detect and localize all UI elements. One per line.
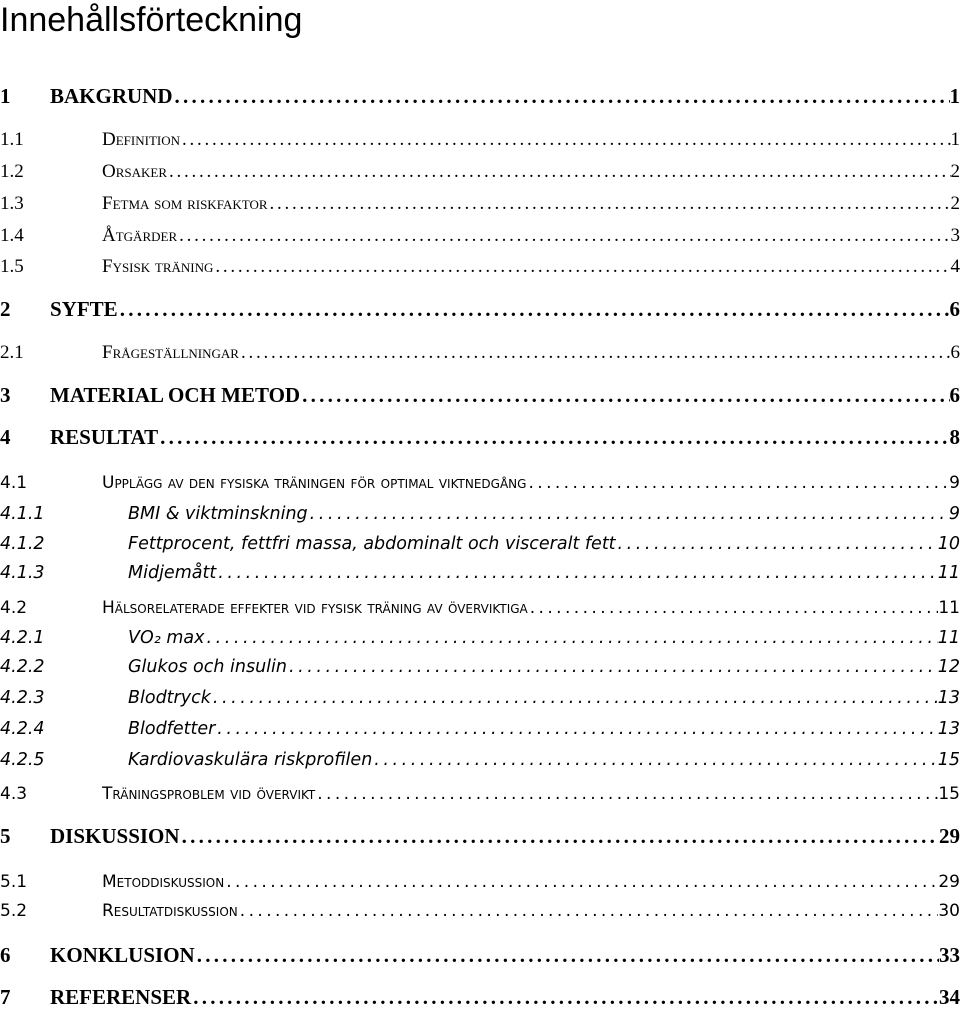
toc-entry-number: 1 [0, 84, 11, 108]
toc-entry-number: 5.1 [0, 872, 28, 892]
toc-entry-fragestallningar[interactable] [0, 342, 960, 364]
toc-entry-label: Midjemått [128, 563, 217, 583]
toc-entry-number: 4.3 [0, 784, 28, 804]
toc-entry-bmi-viktminskning[interactable] [0, 504, 960, 524]
toc-entry-page: 6 [950, 342, 960, 363]
toc-entry-vo2-max[interactable] [0, 628, 960, 648]
dot-leader [216, 563, 938, 583]
toc-entry-label: Orsaker [102, 161, 168, 182]
toc-entry-number: 3 [0, 383, 11, 407]
toc-entry-referenser[interactable] [0, 985, 960, 1010]
dot-leader [372, 750, 937, 770]
toc-entry-diskussion[interactable] [0, 824, 960, 849]
toc-entry-label: Metoddiskussion [102, 872, 225, 892]
toc-entry-page: 1 [950, 129, 960, 150]
toc-entry-label: Fysisk träning [102, 256, 214, 277]
toc-entry-page: 3 [950, 225, 960, 246]
dot-leader [180, 824, 939, 849]
page-title: Innehållsförteckning [0, 1, 303, 39]
toc-entry-label: BMI & viktminskning [128, 504, 308, 524]
toc-entry-orsaker[interactable] [0, 161, 960, 183]
toc-entry-label: Hälsorelaterade effekter vid fysisk träning av överviktiga [102, 598, 528, 618]
toc-entry-number: 1.5 [0, 256, 24, 277]
toc-entry-page: 15 [937, 750, 960, 770]
toc-entry-page: 15 [938, 784, 960, 804]
toc-entry-number: 6 [0, 943, 11, 967]
toc-entry-label: Blodfetter [128, 719, 216, 739]
toc-entry-page: 2 [950, 161, 960, 182]
toc-entry-material-och-metod[interactable] [0, 383, 960, 408]
toc-entry-label: Blodtryck [128, 688, 211, 708]
toc-entry-label: VO₂ max [128, 628, 205, 648]
toc-entry-number: 2.1 [0, 342, 24, 363]
toc-entry-resultatdiskussion[interactable] [0, 901, 960, 921]
toc-entry-page: 1 [949, 84, 960, 108]
dot-leader [287, 657, 938, 677]
toc-entry-number: 4.2.3 [0, 688, 45, 708]
dot-leader [167, 161, 950, 183]
toc-entry-page: 6 [949, 297, 960, 321]
toc-entry-label: KONKLUSION [50, 943, 195, 967]
toc-entry-number: 1.4 [0, 225, 24, 246]
toc-entry-number: 4.2.5 [0, 750, 45, 770]
toc-entry-page: 33 [939, 943, 960, 967]
dot-leader [180, 129, 951, 151]
toc-entry-page: 4 [950, 256, 960, 277]
toc-entry-number: 5.2 [0, 901, 28, 921]
toc-entry-page: 11 [938, 598, 960, 618]
toc-entry-number: 1.2 [0, 161, 24, 182]
toc-entry-halsorelaterade-effekter[interactable] [0, 598, 960, 618]
toc-entry-midjematt[interactable] [0, 563, 960, 583]
toc-entry-number: 4.1 [0, 473, 28, 493]
toc-entry-label: Upplägg av den fysiska träningen för optimal viktnedgång [102, 473, 527, 493]
dot-leader [173, 84, 950, 109]
toc-entry-glukos-och-insulin[interactable] [0, 657, 960, 677]
dot-leader [195, 943, 939, 968]
toc-entry-label: Frågeställningar [102, 342, 239, 363]
toc-entry-number: 4.2.4 [0, 719, 45, 739]
toc-entry-page: 6 [949, 383, 960, 407]
toc-entry-page: 9 [948, 504, 960, 524]
dot-leader [191, 985, 939, 1010]
toc-entry-fettprocent[interactable] [0, 534, 960, 554]
dot-leader [213, 256, 950, 278]
toc-entry-number: 4.2.2 [0, 657, 45, 677]
toc-entry-page: 11 [937, 563, 960, 583]
toc-entry-label: BAKGRUND [50, 84, 173, 108]
toc-entry-label: Fetma som riskfaktor [102, 193, 268, 214]
toc-entry-label: RESULTAT [50, 425, 159, 449]
dot-leader [616, 534, 938, 554]
dot-leader [158, 425, 949, 450]
toc-entry-fysisk-traning[interactable] [0, 256, 960, 278]
toc-entry-number: 4.2.1 [0, 628, 45, 648]
toc-entry-atgarder[interactable] [0, 225, 960, 247]
toc-entry-label: Åtgärder [102, 225, 178, 246]
dot-leader [526, 473, 949, 493]
toc-entry-label: DISKUSSION [50, 824, 180, 848]
dot-leader [177, 225, 950, 247]
toc-entry-konklusion[interactable] [0, 943, 960, 968]
toc-entry-number: 5 [0, 824, 11, 848]
toc-entry-page: 2 [950, 193, 960, 214]
toc-entry-upplagg[interactable] [0, 473, 960, 493]
toc-entry-traningsproblem[interactable] [0, 784, 960, 804]
toc-entry-kardiovaskulara-riskprofilen[interactable] [0, 750, 960, 770]
toc-entry-page: 29 [938, 872, 960, 892]
toc-entry-label: Kardiovaskulära riskprofilen [128, 750, 373, 770]
dot-leader [300, 383, 949, 408]
toc-entry-page: 11 [937, 628, 960, 648]
dot-leader [315, 784, 938, 804]
toc-entry-number: 2 [0, 297, 11, 321]
dot-leader [204, 628, 937, 648]
toc-entry-blodfetter[interactable] [0, 719, 960, 739]
toc-entry-bakgrund[interactable] [0, 84, 960, 109]
toc-entry-label: SYFTE [50, 297, 118, 321]
dot-leader [224, 872, 938, 892]
dot-leader [238, 901, 939, 921]
toc-entry-label: REFERENSER [50, 985, 192, 1009]
toc-entry-number: 4.1.3 [0, 563, 45, 583]
toc-entry-label: Glukos och insulin [128, 657, 287, 677]
toc-entry-number: 4.2 [0, 598, 28, 618]
toc-entry-label: Träningsproblem vid övervikt [102, 784, 316, 804]
dot-leader [118, 297, 950, 322]
toc-entry-number: 4 [0, 425, 11, 449]
toc-entry-metoddiskussion[interactable] [0, 872, 960, 892]
toc-entry-page: 8 [949, 425, 960, 449]
toc-entry-label: Resultatdiskussion [102, 901, 238, 921]
toc-entry-label: Fettprocent, fettfri massa, abdominalt och visceralt fett [128, 534, 616, 554]
toc-entry-definition[interactable] [0, 129, 960, 151]
toc-entry-page: 30 [938, 901, 960, 921]
dot-leader [215, 719, 937, 739]
toc-entry-page: 34 [939, 985, 960, 1009]
toc-entry-number: 1.3 [0, 193, 24, 214]
dot-leader [528, 598, 939, 618]
dot-leader [239, 342, 951, 364]
dot-leader [211, 688, 938, 708]
toc-entry-blodtryck[interactable] [0, 688, 960, 708]
toc-entry-number: 7 [0, 985, 11, 1009]
toc-entry-number: 1.1 [0, 129, 24, 150]
toc-entry-number: 4.1.1 [0, 504, 45, 524]
dot-leader [268, 193, 951, 215]
toc-entry-syfte[interactable] [0, 297, 960, 322]
dot-leader [308, 504, 949, 524]
toc-entry-page: 9 [949, 473, 960, 493]
toc-entry-number: 4.1.2 [0, 534, 45, 554]
toc-entry-page: 29 [939, 824, 960, 848]
toc-entry-fetma-som-riskfaktor[interactable] [0, 193, 960, 215]
toc-entry-label: Definition [102, 129, 180, 150]
toc-entry-page: 12 [937, 657, 960, 677]
toc-entry-page: 10 [937, 534, 960, 554]
toc-entry-page: 13 [937, 688, 960, 708]
toc-entry-resultat[interactable] [0, 425, 960, 450]
toc-entry-label: MATERIAL OCH METOD [50, 383, 301, 407]
toc-entry-page: 13 [937, 719, 960, 739]
